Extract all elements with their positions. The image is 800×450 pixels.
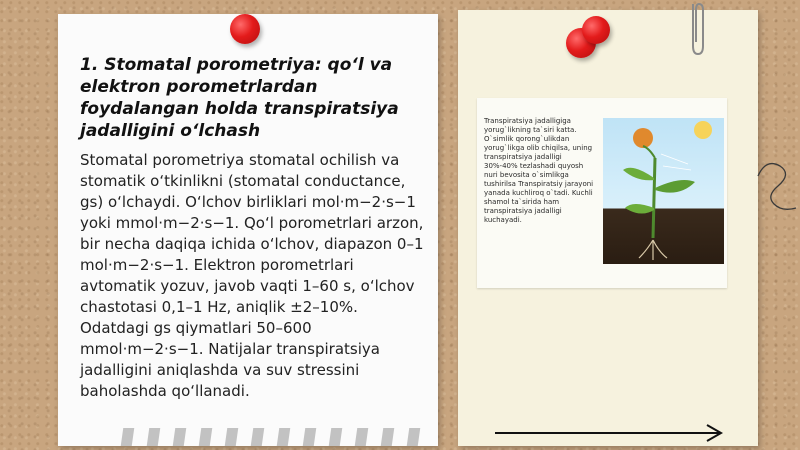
figure-caption: Transpiratsiya jadalligiga yorug`likning ta`siri katta. O`simlik qorong`ulikdan yorug`likga olib chiqilsa, uning transpiratsiya jadalligi 30%-40% tezlashadi quyosh nuri bevosita o`simlikga tushirilsa Transpiratsiy jarayoni yanada kuchliroq o`tadi. Kuchli shamol ta`sirida ham transpiratsiya jadalligi kuchayadi. <box>484 117 594 224</box>
paperclip-icon <box>688 0 706 58</box>
pushpin-icon <box>230 14 260 44</box>
curl-string-icon <box>756 156 800 216</box>
torn-edge <box>118 402 438 450</box>
card-title: 1. Stomatal porometriya: qo‘l va elektron porometrlardan foydalangan holda transpiratsiya jadalligini o‘lchash <box>80 55 399 141</box>
pushpin-icon <box>582 16 610 44</box>
arrow-right-icon <box>495 424 725 442</box>
plant-illustration <box>603 118 724 264</box>
card-body-text: Stomatal porometriya stomatal ochilish va stomatik o‘tkinlikni (stomatal conductance, gs) o‘lchaydi. O‘lchov birliklari mol·m−2·s−1 yoki mmol·m−2·s−1. Qo‘l porometrlari arzon, bir necha daqiqa ichida o‘lchov, diapazon 0–1 mol·m−2·s−1. Elektron porometrlari avtomatik yozuv, javob vaqti 1–60 s, o‘lchov chastotasi 0,1–1 Hz, aniqlik ±2–10%. Odatdagi gs qiymatlari 50–600 mmol·m−2·s−1. Natijalar transpiratsiya jadalligini aniqlashda va suv stressini baholashda qo‘llanadi. <box>80 151 424 400</box>
